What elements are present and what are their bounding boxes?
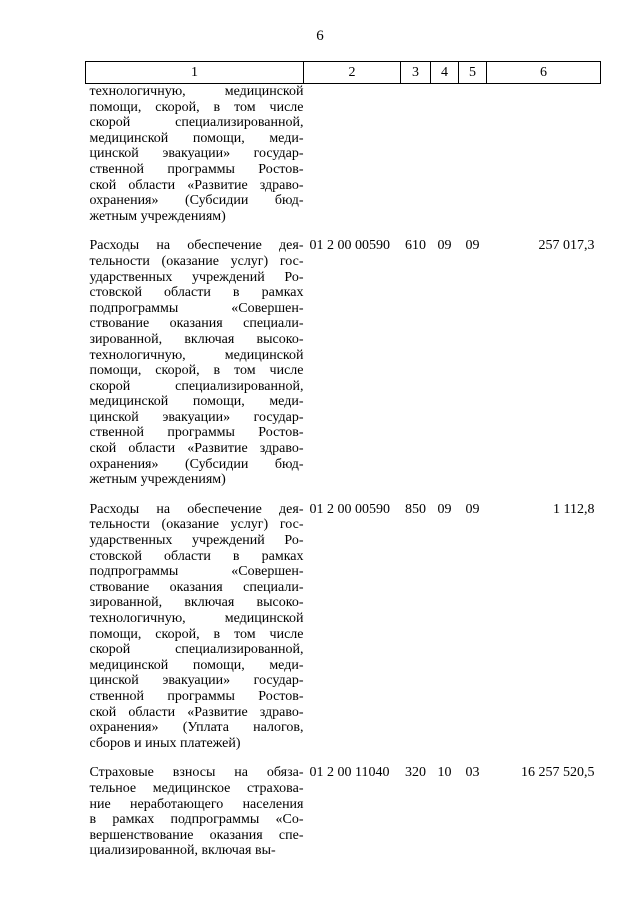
row-amount: 1 112,8 (553, 501, 595, 517)
description-line: ударственных учреждений Ро- (89, 269, 304, 285)
description-line: Расходы на обеспечение дея- (89, 238, 304, 254)
row-subsection: 09 (465, 238, 480, 254)
row-amount: 257 017,3 (538, 238, 595, 254)
description-line: подпрограммы «Совершен- (89, 564, 304, 580)
description-line: ской области «Развитие здраво- (89, 441, 304, 457)
description-line: подпрограммы «Совершен- (89, 300, 304, 316)
description-line: ствование оказания специали- (89, 316, 304, 332)
description-line: ние неработающего населения (89, 796, 304, 812)
table-body (86, 84, 601, 859)
row-target-code: 01 2 00 00590 (309, 501, 390, 517)
column-header-5: 5 (459, 62, 487, 84)
description-line: ударственных учреждений Ро- (89, 533, 304, 549)
description-line: тельное медицинское страхова- (89, 780, 304, 796)
row-section: 10 (437, 765, 452, 781)
description-line: цинской эвакуации» государ- (89, 146, 304, 162)
description-line: жетным учреждениям) (89, 208, 226, 224)
description-line: ствование оказания специали- (89, 579, 304, 595)
table-row (86, 238, 601, 488)
row-subsection (459, 84, 487, 225)
description-line: технологичную, медицинской (89, 347, 304, 363)
row-section (431, 84, 459, 225)
row-target-code: 01 2 00 11040 (309, 765, 390, 781)
row-expense-type: 610 (405, 238, 426, 254)
row-expense-type: 850 (405, 501, 426, 517)
description-line: ственной программы Ростов- (89, 161, 304, 177)
row-amount: 16 257 520,5 (521, 765, 595, 781)
column-header-2: 2 (304, 62, 401, 84)
row-description (86, 765, 304, 859)
description-line: скорой специализированной, (89, 642, 304, 658)
row-spacer (86, 224, 601, 238)
description-line: технологичную, медицинской (89, 611, 304, 626)
column-header-3: 3 (401, 62, 431, 84)
description-line: Страховые взносы на обяза- (89, 765, 304, 781)
description-line: в рамках подпрограммы «Со- (89, 812, 304, 828)
row-description (86, 238, 304, 488)
description-line: сборов и иных платежей) (89, 735, 241, 751)
description-line: цинской эвакуации» государ- (89, 409, 304, 425)
row-spacer (86, 751, 601, 765)
description-line: скорой специализированной, (89, 115, 304, 131)
description-line: ственной программы Ростов- (89, 688, 304, 704)
description-line: медицинской помощи, меди- (89, 130, 304, 146)
row-subsection: 03 (465, 765, 480, 781)
budget-table (85, 61, 601, 859)
description-line: тельности (оказание услуг) гос- (89, 517, 304, 533)
description-line: зированной, включая высоко- (89, 595, 304, 611)
description-line: помощи, скорой, в том числе (89, 99, 304, 115)
description-line: помощи, скорой, в том числе (89, 363, 304, 379)
row-expense-type (401, 84, 431, 225)
table-row (86, 765, 601, 859)
description-line: ской области «Развитие здраво- (89, 704, 304, 720)
description-line: охранения» (Субсидии бюд- (89, 193, 304, 209)
description-line: охранения» (Уплата налогов, (89, 720, 304, 736)
column-header-4: 4 (431, 62, 459, 84)
column-header-6: 6 (487, 62, 601, 84)
table-row (86, 84, 601, 225)
row-amount (487, 84, 601, 225)
description-line: скорой специализированной, (89, 378, 304, 394)
description-line: стовской области в рамках (89, 548, 304, 564)
description-line: тельности (оказание услуг) гос- (89, 253, 304, 269)
page-number: 6 (316, 28, 324, 44)
row-section: 09 (437, 238, 452, 254)
table-row (86, 502, 601, 752)
description-line: жетным учреждениям) (89, 472, 226, 488)
description-line: охранения» (Субсидии бюд- (89, 456, 304, 472)
description-line: ской области «Развитие здраво- (89, 177, 304, 193)
row-spacer (86, 488, 601, 502)
row-section: 09 (437, 501, 452, 517)
description-line: технологичную, медицинской (89, 84, 304, 99)
description-line: ственной программы Ростов- (89, 425, 304, 441)
description-line: вершенствование оказания спе- (89, 827, 304, 843)
description-line: циализированной, включая вы- (89, 843, 276, 859)
row-description (86, 84, 304, 225)
description-line: медицинской помощи, меди- (89, 657, 304, 673)
row-description (86, 502, 304, 752)
column-header-1: 1 (86, 62, 304, 84)
row-expense-type: 320 (405, 765, 426, 781)
row-target-code (304, 84, 401, 225)
table-header (86, 62, 601, 84)
row-target-code: 01 2 00 00590 (309, 238, 390, 254)
description-line: зированной, включая высоко- (89, 331, 304, 347)
row-subsection: 09 (465, 501, 480, 517)
description-line: помощи, скорой, в том числе (89, 626, 304, 642)
description-line: стовской области в рамках (89, 285, 304, 301)
description-line: Расходы на обеспечение дея- (89, 501, 304, 517)
description-line: цинской эвакуации» государ- (89, 673, 304, 689)
description-line: медицинской помощи, меди- (89, 394, 304, 410)
